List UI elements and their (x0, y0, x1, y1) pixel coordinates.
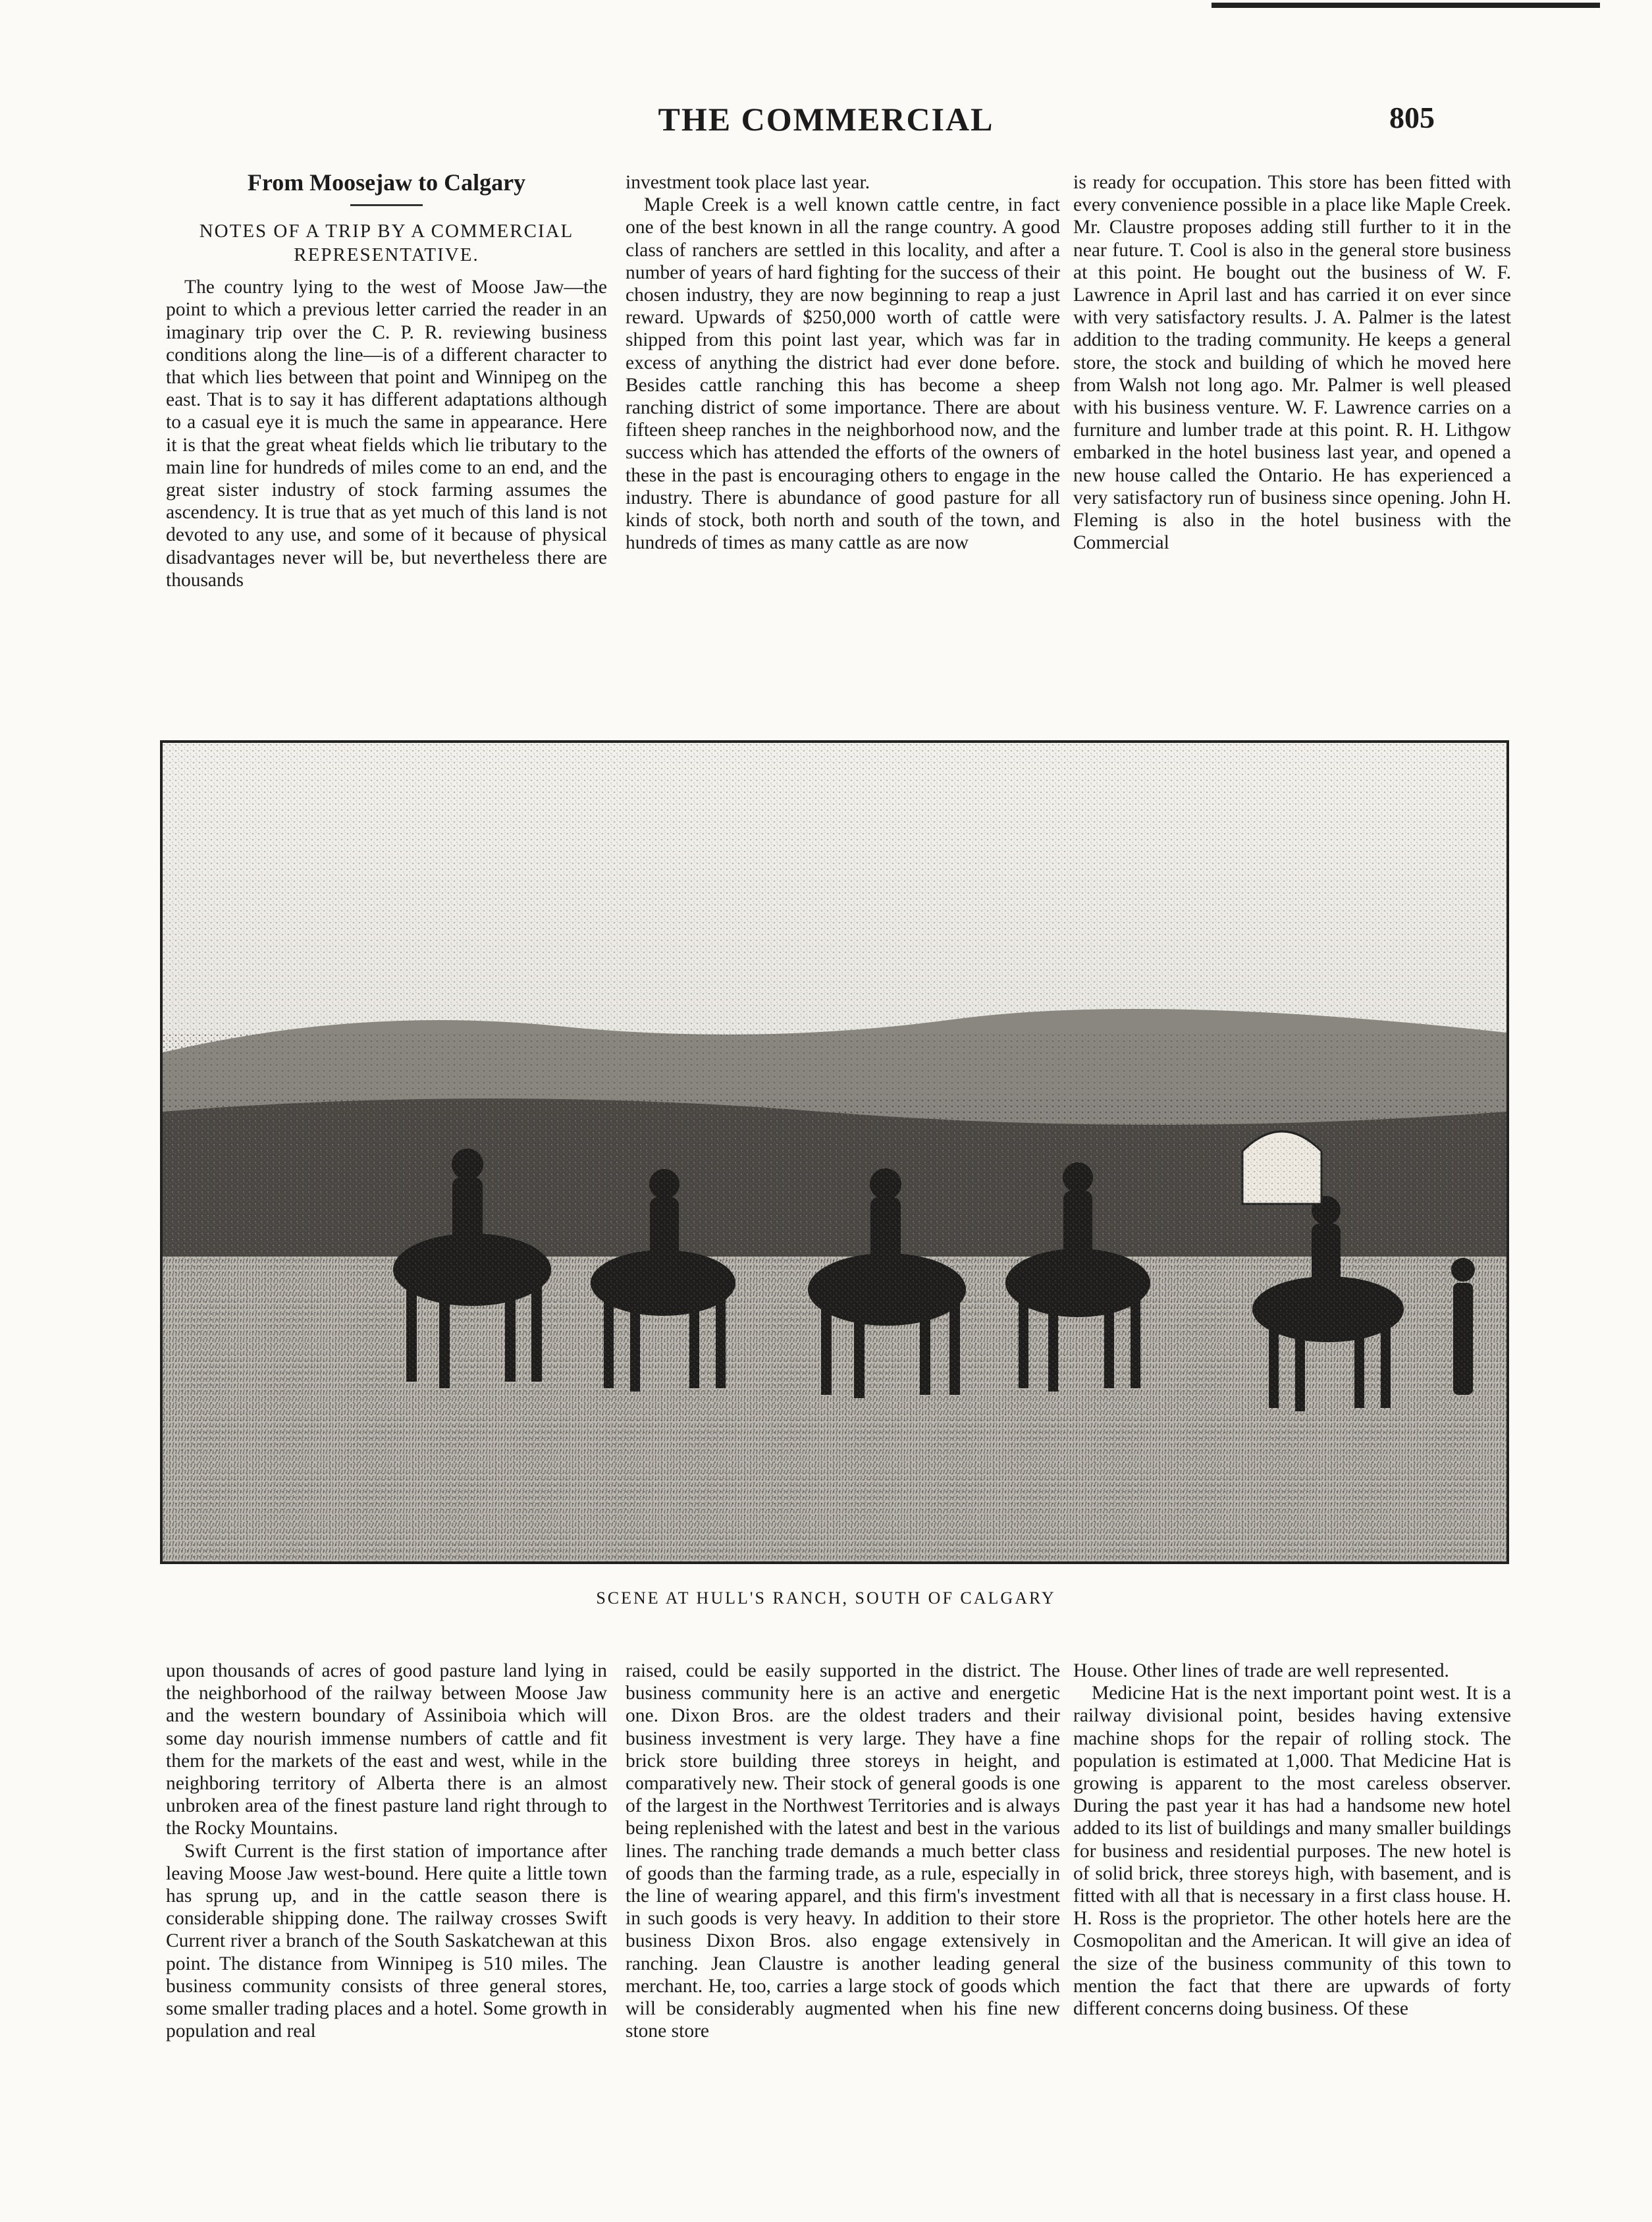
photo-caption: SCENE AT HULL'S RANCH, SOUTH OF CALGARY (596, 1588, 1056, 1608)
paragraph: Maple Creek is a well known cattle centre, in fact one of the best known in all the range country. A good class of ranchers are settled in this locality, and after a number of years of hard fighting for the success of their chosen industry, they are now beginning to reap a just reward. Upwards of $250,000 worth of cattle were shipped from this point last year, which was far in excess of anything the district had ever done before. Besides cattle ranching this has become a sheep ranching district of some importance. There are about fifteen sheep ranches in the neighborhood now, and the success which has attended the efforts of the owners of these in the past is encouraging others to engage in the industry. There is abundance of good pasture for all kinds of stock, both north and south of the town, and hundreds of times as many cattle as are now (626, 194, 1060, 554)
article-title: From Moosejaw to Calgary (247, 169, 526, 196)
column-1-upper (166, 171, 607, 591)
article-subtitle: NOTES OF A TRIP BY A COMMERCIAL REPRESENTATIVE. (199, 221, 574, 266)
title-divider (350, 204, 423, 206)
paragraph: upon thousands of acres of good pasture land lying in the neighborhood of the railway between Moose Jaw and the western boundary of Assiniboia which will some day nourish immense numbers of cattle and fit them for the markets of the east and west, while in the neighboring territory of Alberta there is an almost unbroken area of the finest pasture land right through to the Rocky Mountains. (166, 1660, 607, 1839)
column-2-lower (626, 1660, 1060, 2042)
column-3-lower (1073, 1660, 1511, 2020)
paragraph: investment took place last year. (626, 172, 870, 193)
paragraph: is ready for occupation. This store has been fitted with every convenience possible in a place like Maple Creek. Mr. Claustre proposes adding still further to it in the near future. T. Cool is also in the general store business at this point. He bought out the business of W. F. Lawrence in April last and has carried it on ever since with very satisfactory results. J. A. Palmer is the latest addition to the trading community. He keeps a general store, the stock and building of which he moved here from Walsh not long ago. Mr. Palmer is well pleased with his business venture. W. F. Lawrence carries on a furniture and lumber trade at this point. R. H. Lithgow embarked in the hotel business last year, and opened a new house called the Ontario. He has experienced a very satisfactory run of business since opening. John H. Fleming is also in the hotel business with the Commercial (1073, 172, 1511, 554)
ranch-scene-illustration (163, 743, 1506, 1561)
column-2-upper (626, 171, 1060, 554)
top-decorative-rule (1212, 3, 1600, 8)
paragraph: House. Other lines of trade are well represented. (1073, 1660, 1449, 1681)
column-3-upper (1073, 171, 1511, 554)
page-header (0, 100, 1652, 146)
paragraph: Medicine Hat is the next important point west. It is a railway divisional point, besides having extensive machine shops for the repair of rolling stock. The population is estimated at 1,000. That Medicine Hat is growing is apparent to the most careless observer. During the past year it has had a handsome new hotel added to its list of buildings and many smaller buildings for business and residential purposes. The new hotel is of solid brick, three storeys high, with basement, and is fitted with all that is necessary in a first class house. H. H. Ross is the proprietor. The other hotels here are the Cosmopolitan and the American. It will give an idea of the size of the business community of this town to mention the fact that there are upwards of forty different concerns doing business. Of these (1073, 1683, 1511, 2020)
publication-title: THE COMMERCIAL (658, 101, 994, 138)
column-1-lower (166, 1660, 607, 2042)
paragraph: Swift Current is the first station of importance after leaving Moose Jaw west-bound. Here quite a little town has sprung up, and in the cattle season there is considerable shipping done. The railway crosses Swift Current river a branch of the South Saskatchewan at this point. The distance from Winnipeg is 510 miles. The business community consists of three general stores, some smaller trading places and a hotel. Some growth in population and real (166, 1840, 607, 2042)
page-number: 805 (1389, 101, 1435, 134)
ranch-photograph (160, 740, 1509, 1564)
paragraph: raised, could be easily supported in the district. The business community here is an active and energetic one. Dixon Bros. are the oldest traders and their business investment is very large. They have a fine brick store building three storeys in height, and comparatively new. Their stock of general goods is one of the largest in the Northwest Territories and is always being replenished with the latest and best in the various lines. The ranching trade demands a much better class of goods than the farming trade, as a rule, especially in the line of wearing apparel, and this firm's investment in such goods is very heavy. In addition to their store business Dixon Bros. also engage extensively in ranching. Jean Claustre is another leading general merchant. He, too, carries a large stock of goods which will be considerably augmented when his fine new stone store (626, 1660, 1060, 2042)
paragraph: The country lying to the west of Moose Jaw—the point to which a previous letter carried the reader in an imaginary trip over the C. P. R. reviewing business conditions along the line—is of a different character to that which lies between that point and Winnipeg on the east. That is to say it has different adaptations although to a casual eye it is much the same in appearance. Here it is that the great wheat fields which lie tributary to the main line for hundreds of miles come to an end, and the great sister industry of stock farming assumes the ascendency. It is true that as yet much of this land is not devoted to any use, and some of it because of physical disadvantages never will be, but nevertheless there are thousands (166, 277, 607, 591)
